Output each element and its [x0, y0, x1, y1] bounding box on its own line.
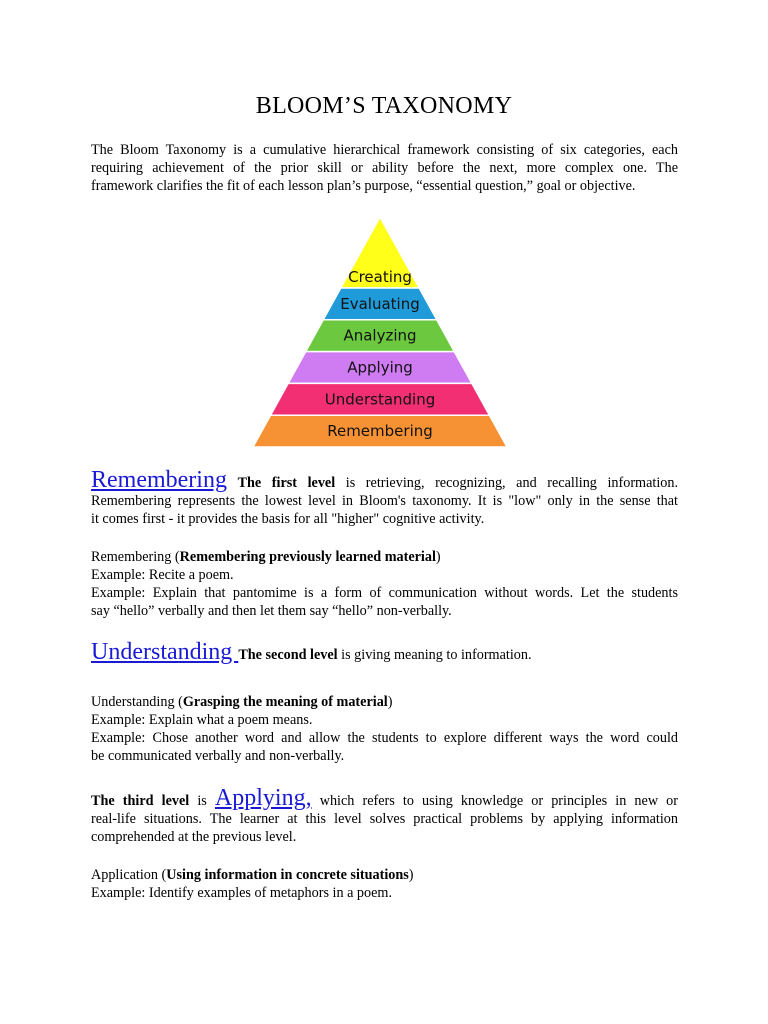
understanding-lead — [91, 640, 678, 664]
first-level-label: The first level — [237, 475, 336, 491]
remembering-example: say “hello” verbally and then let them say “hello” non-verbally. — [91, 603, 452, 619]
remembering-definition — [91, 548, 678, 566]
remembering-lead-text: is retrieving, recognizing, and recalling information. — [335, 475, 678, 491]
applying-lead — [91, 786, 678, 810]
definition-suffix: ) — [408, 867, 414, 883]
intro-paragraph — [91, 141, 678, 195]
definition-bold: Grasping the meaning of material — [182, 694, 388, 710]
application-definition — [91, 866, 678, 884]
understanding-example: Example: Chose another word and allow the students to explore different ways the word could — [91, 730, 678, 746]
applying-heading: Applying, — [214, 785, 312, 811]
remembering-line: Remembering represents the lowest level in Bloom's taxonomy. It is "low" only in the sense that — [91, 493, 678, 509]
understanding-example: Example: Explain what a poem means. — [91, 712, 313, 728]
third-level-label: The third level — [91, 793, 190, 809]
understanding-section — [91, 640, 678, 664]
definition-suffix: ) — [435, 549, 441, 565]
definition-suffix: ) — [387, 694, 393, 710]
definition-prefix: Understanding ( — [91, 694, 183, 710]
remembering-lead — [91, 468, 678, 492]
application-detail — [91, 866, 678, 902]
understanding-lead-text: is giving meaning to information. — [337, 647, 532, 663]
applying-connector: is — [189, 793, 215, 809]
application-example: Example: Identify examples of metaphors in a poem. — [91, 885, 392, 901]
understanding-definition — [91, 693, 678, 711]
definition-prefix: Application ( — [91, 867, 167, 883]
definition-prefix: Remembering ( — [91, 549, 180, 565]
remembering-example: Example: Recite a poem. — [91, 567, 234, 583]
applying-section — [91, 786, 678, 846]
understanding-example: be communicated verbally and non-verbally. — [91, 748, 345, 764]
remembering-line: it comes first - it provides the basis for all "higher" cognitive activity. — [91, 511, 485, 527]
pyramid-label: Remembering — [327, 422, 433, 441]
pyramid-label: Understanding — [324, 390, 436, 409]
definition-bold: Using information in concrete situations — [166, 867, 409, 883]
applying-lead-text: which refers to using knowledge or principles in new or — [311, 793, 678, 809]
page-title: BLOOM’S TAXONOMY — [255, 93, 513, 119]
pyramid-label: Analyzing — [343, 326, 417, 345]
remembering-detail — [91, 548, 678, 620]
second-level-label: The second level — [238, 647, 338, 663]
applying-line: comprehended at the previous level. — [91, 829, 297, 845]
remembering-example: Example: Explain that pantomime is a form of communication without words. Let the students — [91, 585, 678, 601]
bloom-pyramid-figure — [250, 215, 510, 450]
pyramid-label: Evaluating — [340, 294, 420, 313]
intro-line: The Bloom Taxonomy is a cumulative hierarchical framework consisting of six categories, each — [91, 142, 678, 158]
intro-line: framework clarifies the fit of each lesson plan’s purpose, “essential question,” goal or objective. — [91, 178, 636, 194]
pyramid-label: Creating — [348, 268, 412, 286]
remembering-heading: Remembering — [91, 467, 227, 493]
definition-bold: Remembering previously learned material — [179, 549, 436, 565]
remembering-section — [91, 468, 678, 528]
understanding-detail — [91, 693, 678, 765]
applying-line: real-life situations. The learner at this level solves practical problems by applying information — [91, 811, 678, 827]
understanding-heading: Understanding — [91, 639, 239, 665]
pyramid-label: Applying — [347, 358, 413, 377]
intro-line: requiring achievement of the prior skill or ability before the next, more complex one. The — [91, 160, 678, 176]
